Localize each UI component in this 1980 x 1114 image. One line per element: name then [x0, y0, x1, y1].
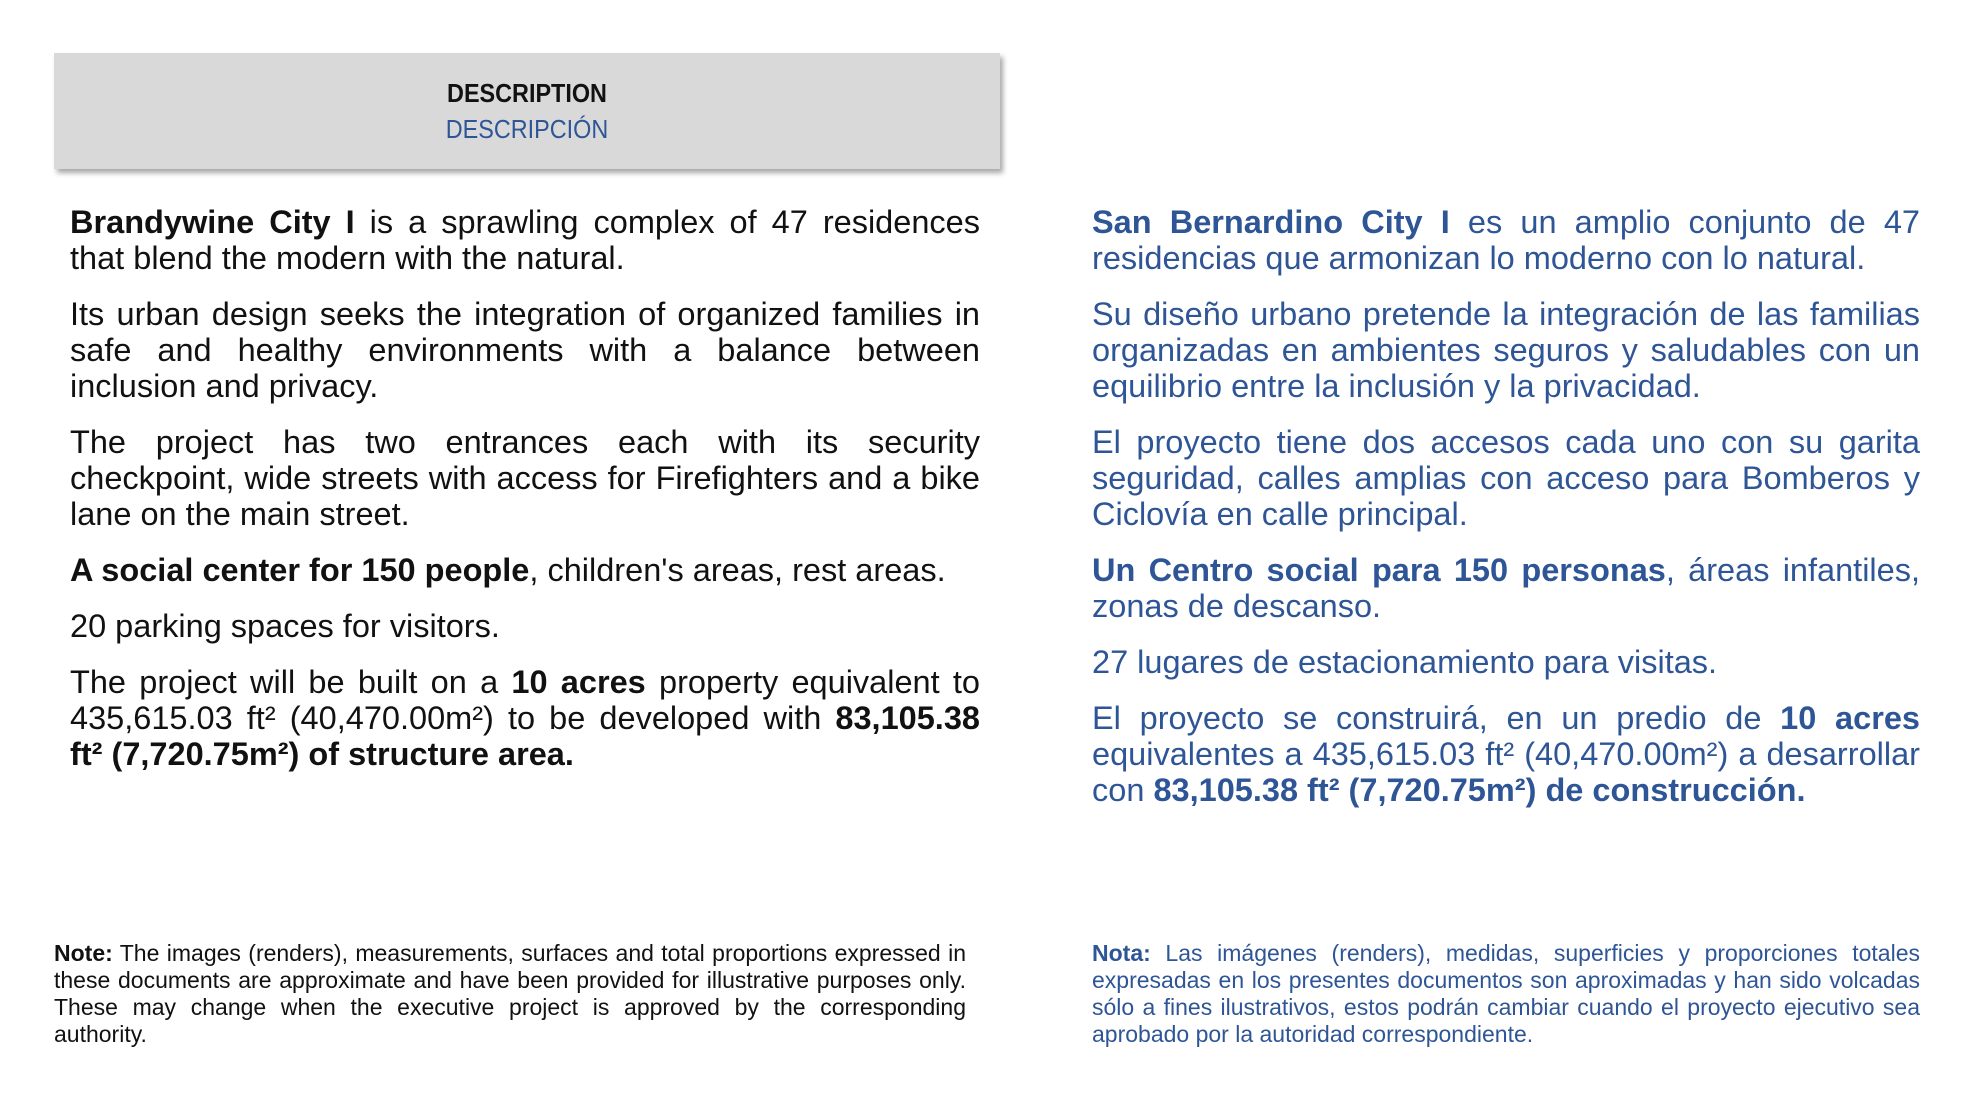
project-name-es: San Bernardino City I — [1092, 204, 1450, 240]
header-title: DESCRIPTION — [447, 78, 607, 108]
header-subtitle: DESCRIPCIÓN — [445, 114, 609, 144]
amenities-text-es: , áreas infantiles, zonas de descanso. — [1092, 552, 1921, 624]
note-text-es: Las imágenes (renders), medidas, superficies y proporciones totales expresadas en los presentes documentos son aproximadas y han sido volcadas sólo a fines ilustrativos, estos podrán cambiar cuando el proyecto ejecutivo sea aprobado por la autoridad correspondiente. — [1092, 940, 1920, 1047]
english-description — [70, 204, 980, 772]
note-english — [54, 940, 966, 1048]
intro-paragraph-es — [1092, 204, 1920, 276]
entrances-paragraph: The project has two entrances each with its security checkpoint, wide streets with access for Firefighters and a bike lane on the main street. — [70, 424, 980, 532]
project-name: Brandywine City I — [70, 204, 355, 240]
amenities-paragraph — [70, 552, 980, 588]
parking-paragraph: 20 parking spaces for visitors. — [70, 608, 500, 644]
property-text-b-es: equivalentes a 435,615.03 ft² (40,470.00m²) a desarrollar con — [1092, 736, 1920, 808]
amenities-paragraph-es — [1092, 552, 1920, 624]
structure-area-es: 83,105.38 ft² (7,720.75m²) de construcción. — [1153, 772, 1806, 808]
amenities-text: , children's areas, rest areas. — [529, 552, 946, 588]
spanish-description — [1092, 204, 1920, 808]
description-header — [54, 53, 1000, 169]
social-center-text: A social center for 150 people — [70, 552, 530, 588]
social-center-text-es: Un Centro social para 150 personas — [1092, 552, 1666, 588]
intro-paragraph — [70, 204, 980, 276]
structure-area: 83,105.38 ft² (7,720.75m²) of structure area. — [70, 700, 980, 772]
entrances-paragraph-es: El proyecto tiene dos accesos cada uno con su garita seguridad, calles amplias con acceso para Bomberos y Ciclovía en calle principal. — [1092, 424, 1920, 532]
property-text-a-es: El proyecto se construirá, en un predio de — [1092, 700, 1781, 736]
property-paragraph-es — [1092, 700, 1920, 808]
property-text-b: property equivalent to 435,615.03 ft² (40,470.00m²) to be developed with — [70, 664, 980, 736]
property-paragraph — [70, 664, 980, 772]
property-acres: 10 acres — [511, 664, 646, 700]
intro-text-es: es un amplio conjunto de 47 residencias que armonizan lo moderno con lo natural. — [1092, 204, 1920, 276]
property-acres-es: 10 acres — [1780, 700, 1920, 736]
intro-text: is a sprawling complex of 47 residences that blend the modern with the natural. — [70, 204, 980, 276]
urban-design-paragraph: Its urban design seeks the integration of organized families in safe and healthy environments with a balance between inclusion and privacy. — [70, 296, 980, 404]
urban-design-paragraph-es: Su diseño urbano pretende la integración de las familias organizadas en ambientes seguros y saludables con un equilibrio entre la inclusión y la privacidad. — [1092, 296, 1920, 404]
parking-paragraph-es: 27 lugares de estacionamiento para visitas. — [1092, 644, 1718, 680]
note-spanish — [1092, 940, 1920, 1048]
property-text-a: The project will be built on a — [70, 664, 512, 700]
note-label-es: Nota: — [1092, 940, 1151, 966]
note-text: The images (renders), measurements, surfaces and total proportions expressed in these documents are approximate and have been provided for illustrative purposes only. These may change when the executive project is approved by the corresponding authority. — [54, 940, 966, 1047]
note-label: Note: — [54, 940, 113, 966]
